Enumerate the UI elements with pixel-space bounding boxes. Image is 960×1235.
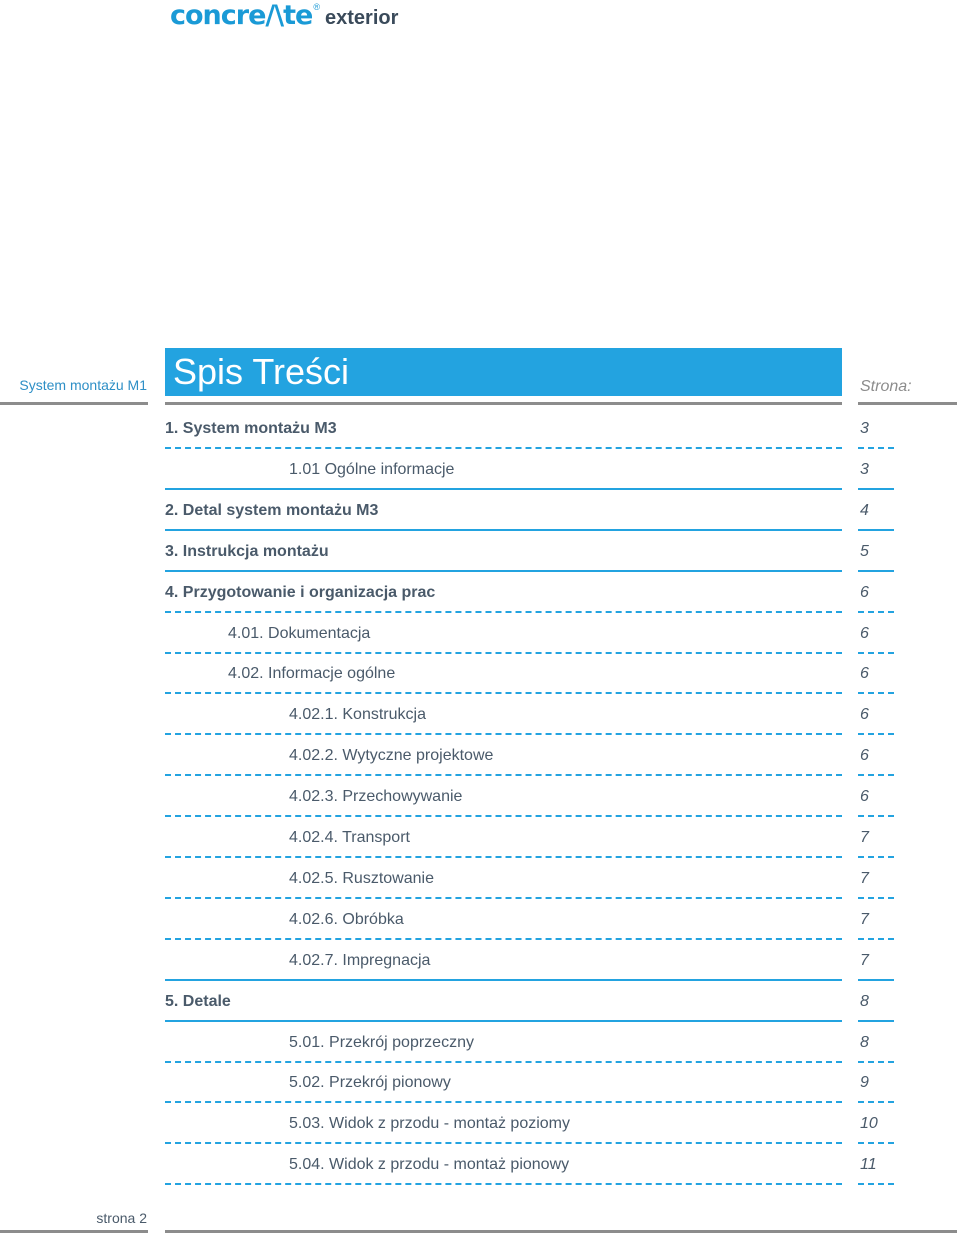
toc-page-separator: [858, 611, 894, 613]
toc-page-separator: [858, 979, 894, 981]
toc-entry-label: 4.02.5. Rusztowanie: [289, 869, 434, 887]
page-column-rule: [858, 402, 957, 405]
section-title: System montażu M1: [19, 377, 147, 393]
toc-page-separator: [858, 733, 894, 735]
toc-entry[interactable]: [0, 533, 960, 574]
toc-separator: [165, 1101, 842, 1103]
toc-entry-page: 7: [860, 869, 869, 887]
toc-entry-label: 5. Detale: [165, 992, 231, 1010]
toc-entry[interactable]: [0, 655, 960, 696]
toc-page-separator: [858, 1020, 894, 1022]
toc-separator: [165, 529, 842, 531]
toc-entry-label: 1.01 Ogólne informacje: [289, 460, 455, 478]
toc-entry-label: 2. Detal system montażu M3: [165, 501, 379, 519]
toc-entry-page: 7: [860, 910, 869, 928]
toc-entry-label: 4.02.1. Konstrukcja: [289, 706, 426, 724]
toc-entry-page: 7: [860, 951, 869, 969]
toc-entry-page: 5: [860, 542, 869, 560]
toc-entry[interactable]: [0, 615, 960, 656]
toc-entry-label: 1. System montażu M3: [165, 420, 337, 437]
toc-entry[interactable]: [0, 492, 960, 533]
toc-entry-label: 4.02.2. Wytyczne projektowe: [289, 747, 494, 765]
toc-entry-page: 6: [860, 747, 869, 765]
toc-page-separator: [858, 815, 894, 817]
toc-entry[interactable]: [0, 942, 960, 983]
toc-entry-page: 10: [860, 1115, 878, 1133]
toc-entry[interactable]: [0, 778, 960, 819]
toc-entry[interactable]: [0, 574, 960, 615]
toc-entry[interactable]: [0, 1105, 960, 1146]
toc-entry-label: 3. Instrukcja montażu: [165, 542, 329, 560]
toc-entry-label: 5.02. Przekrój pionowy: [289, 1074, 451, 1092]
brand-logo: [170, 0, 398, 32]
toc-page-separator: [858, 1101, 894, 1103]
toc-entry-label: 4.02.3. Przechowywanie: [289, 788, 463, 806]
toc-entry-page: 6: [860, 665, 869, 683]
toc-entry[interactable]: [0, 1146, 960, 1187]
toc-entry[interactable]: [0, 983, 960, 1024]
toc-entry-page: 8: [860, 1033, 869, 1051]
toc-entry-page: 6: [860, 706, 869, 724]
toc-page-separator: [858, 897, 894, 899]
toc-entry-page: 6: [860, 788, 869, 806]
toc-separator: [165, 652, 842, 654]
toc-separator: [165, 733, 842, 735]
toc-separator: [165, 488, 842, 490]
footer-rule-right: [165, 1230, 957, 1233]
toc-page-separator: [858, 856, 894, 858]
toc-separator: [165, 1183, 842, 1185]
toc-page-separator: [858, 570, 894, 572]
toc-entry-page: 4: [860, 501, 869, 519]
toc-entry-page: 11: [860, 1156, 877, 1174]
toc-entry-label: 4.01. Dokumentacja: [228, 624, 371, 642]
footer-rule-left: [0, 1230, 148, 1233]
toc-entry-label: 5.03. Widok z przodu - montaż poziomy: [289, 1115, 571, 1133]
page-number: strona 2: [96, 1210, 147, 1226]
toc-entry-label: 4. Przygotowanie i organizacja prac: [165, 583, 436, 601]
toc-entry-page: 3: [860, 420, 869, 437]
toc-page-separator: [858, 1061, 894, 1063]
logo-subtitle: exterior: [325, 7, 399, 29]
toc-page-separator: [858, 938, 894, 940]
page-column-header: Strona:: [860, 378, 912, 395]
toc-entry[interactable]: [0, 737, 960, 778]
toc-separator: [165, 692, 842, 694]
title-rule: [165, 402, 842, 405]
toc-separator: [165, 1061, 842, 1063]
toc-separator: [165, 979, 842, 981]
toc-page-separator: [858, 1183, 894, 1185]
toc-page-separator: [858, 488, 894, 490]
logo-registered-mark: ®: [313, 2, 320, 12]
toc-separator: [165, 774, 842, 776]
toc-entry[interactable]: [0, 1024, 960, 1065]
toc-page-separator: [858, 774, 894, 776]
toc-page-separator: [858, 652, 894, 654]
toc-separator: [165, 815, 842, 817]
toc-entry-label: 4.02.7. Impregnacja: [289, 951, 431, 969]
toc-separator: [165, 611, 842, 613]
toc-entry[interactable]: [0, 819, 960, 860]
toc-entry-label: 4.02. Informacje ogólne: [228, 665, 396, 683]
toc-page-separator: [858, 529, 894, 531]
toc-separator: [165, 897, 842, 899]
toc-entry[interactable]: [0, 696, 960, 737]
toc-entry-page: 3: [860, 460, 869, 478]
toc-entry-label: 4.02.4. Transport: [289, 829, 410, 846]
toc-entry[interactable]: [0, 451, 960, 492]
section-title-rule: [0, 402, 148, 405]
toc-entry-page: 6: [860, 624, 869, 642]
toc-entry-label: 5.01. Przekrój poprzeczny: [289, 1033, 474, 1051]
title-bar: [165, 348, 842, 396]
toc-entry-page: 9: [860, 1074, 869, 1092]
toc-entry-page: 6: [860, 583, 869, 601]
toc-separator: [165, 570, 842, 572]
toc-entry-page: 8: [860, 992, 869, 1010]
toc-entry-label: 5.04. Widok z przodu - montaż pionowy: [289, 1156, 570, 1174]
logo-wordmark: concre/\te: [170, 0, 313, 31]
toc-separator: [165, 856, 842, 858]
toc-entry[interactable]: [0, 860, 960, 901]
toc-entry[interactable]: [0, 410, 960, 451]
toc-entry[interactable]: [0, 1064, 960, 1105]
toc-separator: [165, 447, 842, 449]
toc-page-separator: [858, 692, 894, 694]
toc-entry-page: 7: [860, 829, 869, 846]
toc-page-separator: [858, 1142, 894, 1144]
toc-entry[interactable]: [0, 901, 960, 942]
page-title: Spis Treści: [173, 351, 350, 392]
toc-entry-label: 4.02.6. Obróbka: [289, 910, 404, 928]
toc-page-separator: [858, 447, 894, 449]
toc-separator: [165, 1020, 842, 1022]
toc-separator: [165, 938, 842, 940]
toc-separator: [165, 1142, 842, 1144]
